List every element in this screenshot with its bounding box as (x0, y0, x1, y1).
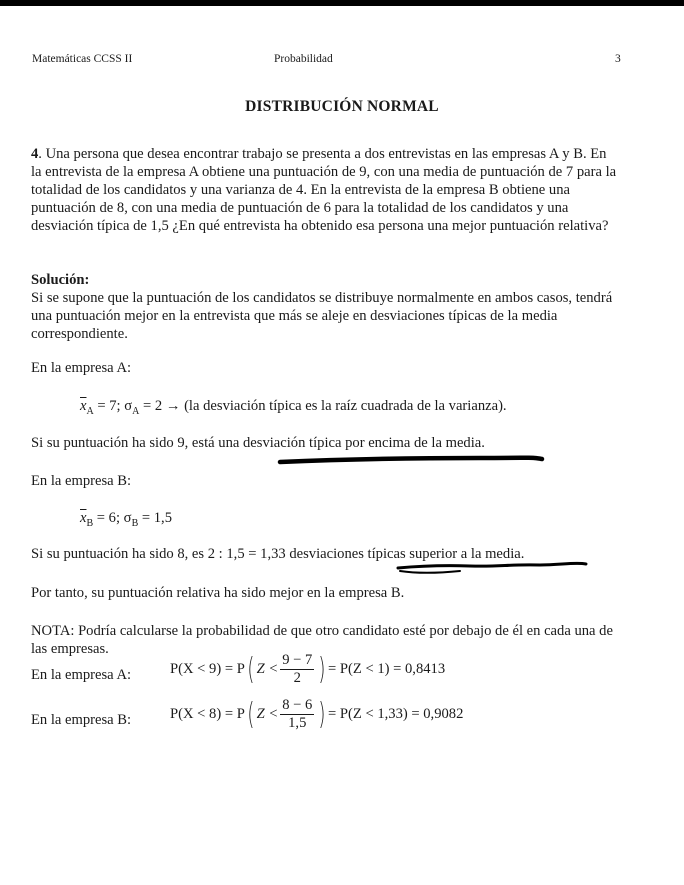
top-black-bar (0, 0, 684, 6)
formula-b (80, 510, 172, 529)
header-topic: Probabilidad (274, 53, 333, 65)
underline-b-squiggle (400, 571, 460, 573)
conclusion-a: Si su puntuación ha sido 9, está una desviación típica por encima de la media. (31, 435, 485, 451)
right-paren: ) (318, 651, 326, 687)
calc-a-left: P(X < 9) = P (170, 660, 245, 677)
calc-a-denominator: 2 (293, 670, 301, 686)
formula-a-part2: = 2 → (la desviación típica es la raíz cuadrada de la varianza). (139, 398, 507, 414)
formula-b-part2: = 1,5 (138, 510, 173, 526)
calc-b-numerator: 8 − 6 (282, 697, 313, 713)
page-number: 3 (615, 53, 621, 65)
sigma-subscript-b: B (131, 517, 139, 529)
empresa-a-label: En la empresa A: (31, 360, 132, 376)
calc-a-right: = P(Z < 1) = 0,8413 (328, 660, 446, 677)
calc-a-numerator: 9 − 7 (282, 652, 313, 668)
calc-b-denominator: 1,5 (288, 715, 307, 731)
page-title: DISTRIBUCIÓN NORMAL (245, 98, 439, 115)
mean-symbol-b: $\overline{x}$ (80, 510, 87, 526)
calc-a-formula (170, 652, 445, 687)
formula-b-part1: = 6; σ (93, 510, 132, 526)
calc-b-left: P(X < 8) = P (170, 705, 245, 722)
calc-a-fraction (280, 652, 314, 687)
solution-heading: Solución: (31, 272, 90, 288)
underline-a (280, 458, 542, 462)
empresa-b-label: En la empresa B: (31, 473, 132, 489)
formula-a-part1: = 7; σ (93, 398, 133, 414)
header-subject: Matemáticas CCSS II (32, 53, 133, 65)
right-paren: ) (318, 696, 326, 732)
calc-b-fraction (280, 697, 314, 732)
calc-b-label: En la empresa B: (31, 712, 132, 728)
problem-text: . Una persona que desea encontrar trabajo se presenta a dos entrevistas en las empresas A y B. En la entrevista de la empresa A obtiene una puntuación de 9, con una media de puntuación de 7 para la totalidad de los candidatos y una varianza de 4. En la entrevista de la empresa B obtiene una puntuación de 8, con una media de puntuación de 6 para la totalidad de los candidatos y una desviación típica de 1,5 ¿En qué entrevista ha obtenido esa persona una mejor puntuación relativa? (31, 146, 617, 234)
conclusion-b: Si su puntuación ha sido 8, es 2 : 1,5 = 1,33 desviaciones típicas superior a la media. (31, 546, 525, 562)
subscript-b: B (86, 517, 94, 529)
calc-a-z: Z < (256, 660, 279, 677)
underline-b (398, 563, 586, 568)
calc-a-label: En la empresa A: (31, 667, 132, 683)
problem-number: 4 (31, 146, 39, 162)
solution-intro: Si se supone que la puntuación de los candidatos se distribuye normalmente en ambos casos, tendrá una puntuación mejor en la entrevista que más se aleje en desviaciones típicas de la media correspondiente. (31, 290, 613, 342)
calc-b-right: = P(Z < 1,33) = 0,9082 (328, 705, 464, 722)
mean-symbol: $\overline{x}$ (80, 398, 87, 414)
left-paren: ( (247, 651, 255, 687)
problem-statement (31, 145, 617, 235)
calc-b-z: Z < (256, 705, 279, 722)
final-statement: Por tanto, su puntuación relativa ha sido mejor en la empresa B. (31, 585, 405, 601)
nota-paragraph: NOTA: Podría calcularse la probabilidad de que otro candidato esté por debajo de él en cada una de las empresas. (31, 623, 613, 657)
sigma-subscript-a: A (132, 405, 140, 417)
formula-a (80, 398, 507, 417)
subscript-a: A (86, 405, 94, 417)
left-paren: ( (247, 696, 255, 732)
calc-b-formula (170, 697, 463, 732)
